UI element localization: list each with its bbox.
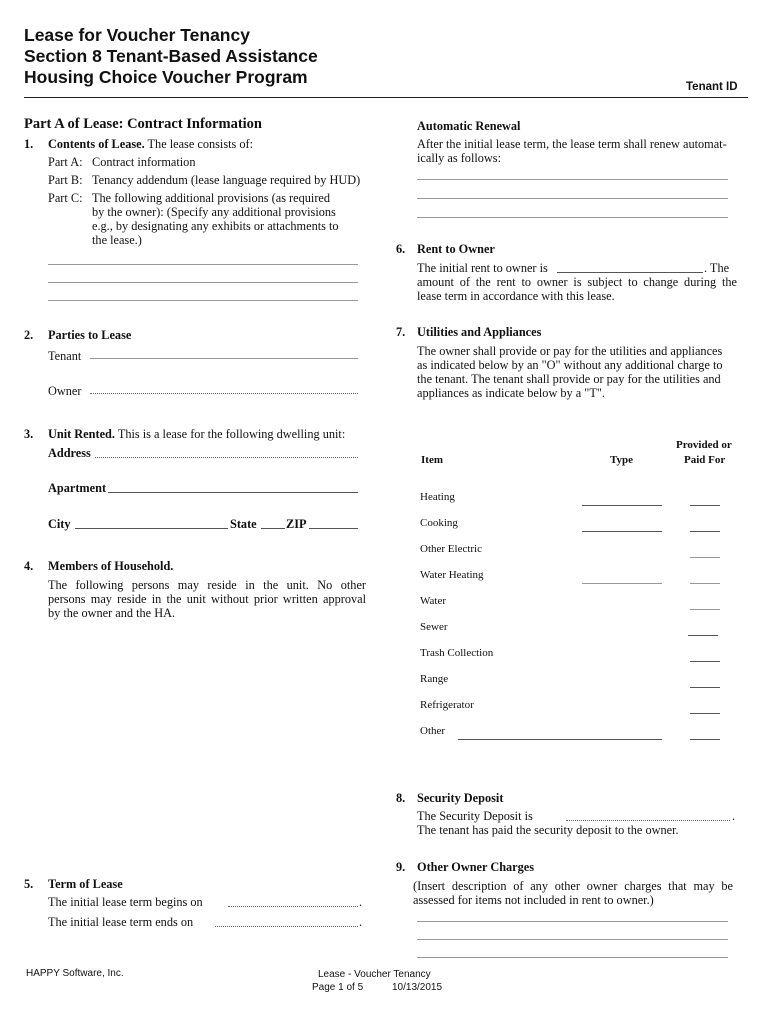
apartment-label: Apartment — [48, 481, 107, 495]
tenant-name-input[interactable] — [90, 344, 358, 359]
part-c-line-1: The following additional provisions (as required — [92, 191, 331, 205]
section-3-title: Unit Rented. — [48, 427, 115, 441]
title-line-2: Section 8 Tenant-Based Assistance — [24, 46, 318, 66]
utility-item-trash: Trash Collection — [420, 647, 494, 659]
rent-amount-input[interactable] — [557, 258, 703, 273]
section-6-title: Rent to Owner — [417, 242, 495, 256]
section-6-number: 6. — [396, 242, 406, 256]
cooking-provided-input[interactable] — [690, 517, 720, 532]
utility-item-other: Other — [420, 725, 446, 737]
section-1-number: 1. — [24, 137, 34, 151]
section-1-title: Contents of Lease. — [48, 137, 145, 151]
section-4-line-3: by the owner and the HA. — [48, 606, 176, 620]
part-a-label: Part A: — [48, 155, 83, 169]
col-header-provided-1: Provided or — [676, 439, 732, 451]
utility-item-heating: Heating — [420, 491, 455, 503]
city-label: City — [48, 517, 71, 531]
rent-line-3: lease term in accordance with this lease. — [417, 289, 615, 303]
auto-renewal-title: Automatic Renewal — [417, 119, 521, 133]
footer-date: 10/13/2015 — [392, 982, 443, 993]
rent-line-2: amount of the rent to owner is subject to change during the — [417, 275, 737, 289]
refrigerator-provided-input[interactable] — [690, 699, 720, 714]
term-ends-label: The initial lease term ends on — [48, 915, 194, 929]
section-1-intro: The lease consists of: — [147, 137, 254, 151]
title-line-1: Lease for Voucher Tenancy — [24, 25, 250, 45]
section-9-number: 9. — [396, 860, 406, 874]
auto-renewal-input-3[interactable] — [417, 203, 728, 218]
footer-page: Page 1 of 5 — [312, 982, 364, 993]
other-charges-input-2[interactable] — [417, 925, 728, 940]
utility-item-range: Range — [420, 673, 449, 685]
auto-renewal-input-1[interactable] — [417, 165, 728, 180]
section-2-number: 2. — [24, 328, 34, 342]
rent-line-1a: The initial rent to owner is — [417, 261, 548, 275]
term-begins-input[interactable] — [228, 892, 358, 907]
heating-type-input[interactable] — [582, 491, 662, 506]
auto-renewal-line-2: ically as follows: — [417, 151, 502, 165]
part-c-label: Part C: — [48, 191, 83, 205]
term-begins-period: . — [359, 895, 363, 909]
section-5-number: 5. — [24, 877, 34, 891]
state-label: State — [230, 517, 257, 531]
owner-name-input[interactable] — [90, 379, 358, 394]
part-b-label: Part B: — [48, 173, 83, 187]
utilities-line-4: appliances as indicate below by a "T". — [417, 386, 605, 400]
section-8-title: Security Deposit — [417, 791, 504, 805]
section-5-title: Term of Lease — [48, 877, 123, 891]
water-provided-input[interactable] — [690, 595, 720, 610]
additional-provisions-line-1[interactable] — [48, 250, 358, 265]
section-3-text: This is a lease for the following dwelling unit: — [117, 427, 346, 441]
part-c-line-2: by the owner): (Specify any additional provisions — [92, 205, 336, 219]
address-input[interactable] — [95, 443, 358, 458]
other-charges-line-2: assessed for items not included in rent to owner.) — [413, 893, 654, 907]
zip-label: ZIP — [286, 517, 307, 531]
section-1-heading — [48, 137, 253, 152]
other-charges-line-1: (Insert description of any other owner charges that may be — [413, 879, 733, 893]
section-4-number: 4. — [24, 559, 34, 573]
term-ends-input[interactable] — [215, 912, 358, 927]
part-a-heading: Part A of Lease: Contract Information — [24, 116, 262, 132]
utility-item-cooking: Cooking — [420, 517, 458, 529]
part-c-line-3: e.g., by designating any exhibits or attachments to — [92, 219, 339, 233]
city-input[interactable] — [75, 514, 228, 529]
utility-item-water-heating: Water Heating — [420, 569, 484, 581]
section-9-title: Other Owner Charges — [417, 860, 535, 874]
auto-renewal-input-2[interactable] — [417, 184, 728, 199]
section-7-title: Utilities and Appliances — [417, 325, 542, 339]
part-b-text: Tenancy addendum (lease language required by HUD) — [92, 173, 361, 187]
other-charges-input-1[interactable] — [417, 907, 728, 922]
state-input[interactable] — [261, 514, 285, 529]
tenant-label: Tenant — [48, 349, 82, 363]
footer-doc-title: Lease - Voucher Tenancy — [318, 969, 431, 980]
utility-item-other-electric: Other Electric — [420, 543, 482, 555]
additional-provisions-line-2[interactable] — [48, 268, 358, 283]
zip-input[interactable] — [309, 514, 358, 529]
col-header-item: Item — [421, 454, 443, 466]
water-heating-type-input[interactable] — [582, 569, 662, 584]
apartment-input[interactable] — [108, 478, 358, 493]
col-header-provided-2: Paid For — [684, 454, 726, 466]
footer-company: HAPPY Software, Inc. — [26, 968, 124, 979]
term-begins-label: The initial lease term begins on — [48, 895, 203, 909]
utility-item-sewer: Sewer — [420, 621, 448, 633]
utilities-line-2: as indicated below by an "O" without any additional charge to — [417, 358, 723, 372]
range-provided-input[interactable] — [690, 673, 720, 688]
additional-provisions-line-3[interactable] — [48, 286, 358, 301]
section-4-title: Members of Household. — [48, 559, 174, 573]
section-3-number: 3. — [24, 427, 34, 441]
address-label: Address — [48, 446, 91, 460]
other-provided-input[interactable] — [690, 725, 720, 740]
auto-renewal-line-1: After the initial lease term, the lease term shall renew automat- — [417, 137, 727, 151]
utilities-line-3: the tenant. The tenant shall provide or pay for the utilities and — [417, 372, 721, 386]
part-a-text: Contract information — [92, 155, 196, 169]
utility-item-refrigerator: Refrigerator — [420, 699, 474, 711]
title-line-3: Housing Choice Voucher Program — [24, 67, 308, 87]
section-4-line-2: persons may reside in the unit without prior written approval — [48, 592, 366, 606]
cooking-type-input[interactable] — [582, 517, 662, 532]
header-rule — [24, 97, 748, 98]
deposit-line-2: The tenant has paid the security deposit to the owner. — [417, 823, 679, 837]
water-heating-provided-input[interactable] — [690, 569, 720, 584]
deposit-line-1: The Security Deposit is — [417, 809, 533, 823]
security-deposit-input[interactable] — [566, 806, 730, 821]
section-3-heading — [48, 427, 345, 442]
tenant-id-label: Tenant ID — [686, 81, 738, 93]
utilities-line-1: The owner shall provide or pay for the utilities and appliances — [417, 344, 723, 358]
part-c-line-4: the lease.) — [92, 233, 142, 247]
sewer-provided-input[interactable] — [688, 621, 718, 636]
deposit-period: . — [732, 809, 736, 823]
other-utility-type-input[interactable] — [458, 725, 662, 740]
section-8-number: 8. — [396, 791, 406, 805]
section-4-line-1: The following persons may reside in the unit. No other — [48, 578, 366, 592]
section-2-title: Parties to Lease — [48, 328, 132, 342]
rent-line-1b: . The — [704, 261, 730, 275]
col-header-type: Type — [610, 454, 634, 466]
owner-label: Owner — [48, 384, 82, 398]
other-electric-provided-input[interactable] — [690, 543, 720, 558]
section-7-number: 7. — [396, 325, 406, 339]
utility-item-water: Water — [420, 595, 446, 607]
trash-provided-input[interactable] — [690, 647, 720, 662]
heating-provided-input[interactable] — [690, 491, 720, 506]
term-ends-period: . — [359, 915, 363, 929]
other-charges-input-3[interactable] — [417, 943, 728, 958]
